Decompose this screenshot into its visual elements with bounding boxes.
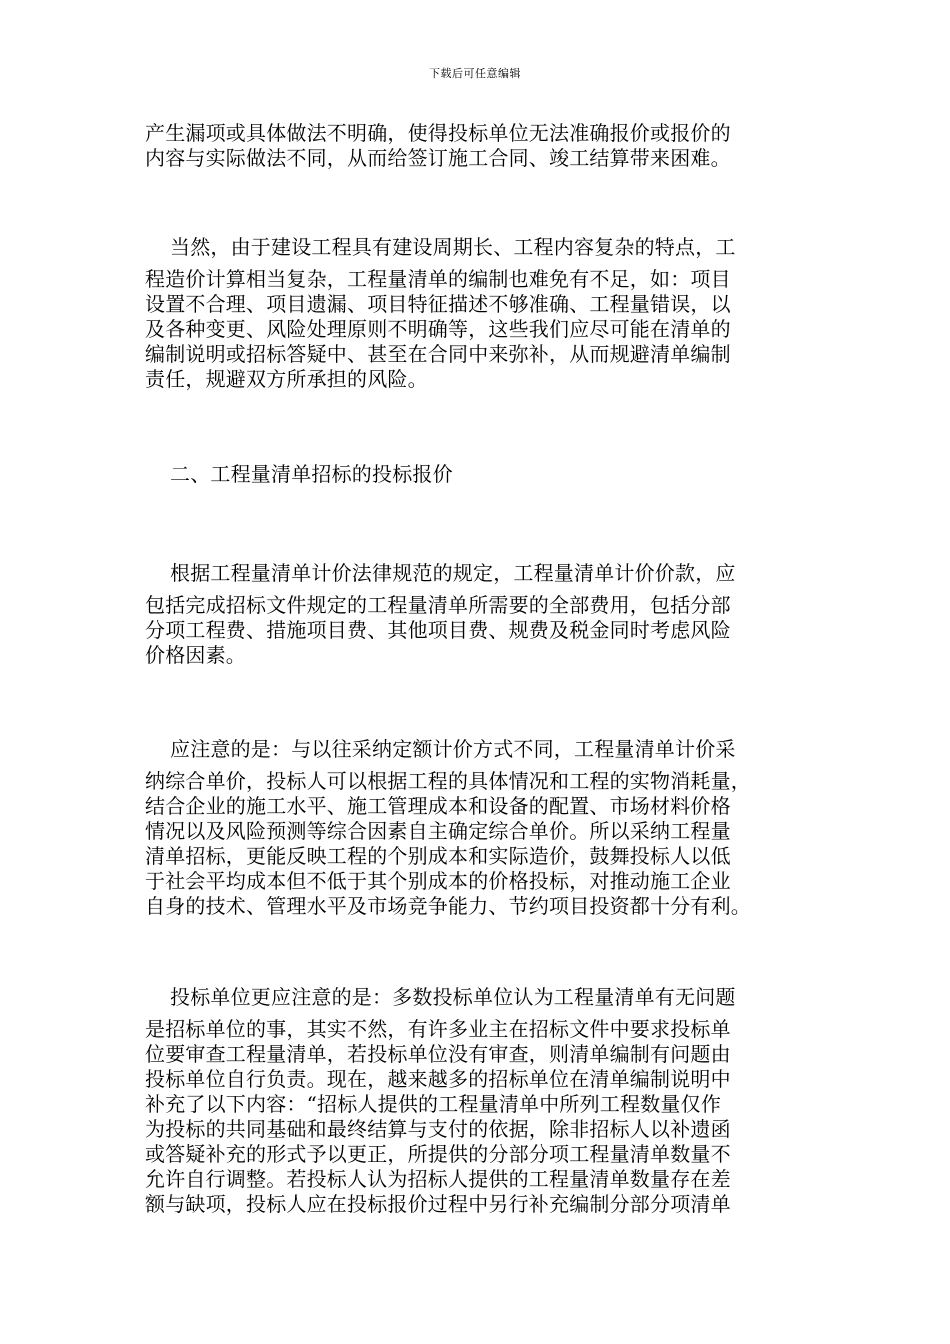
text-line: 情况以及风险预测等综合因素自主确定综合单价。所以采纳工程量: [145, 819, 731, 843]
text-line: 应注意的是：与以往采纳定额计价方式不同，工程量清单计价采: [170, 737, 736, 761]
text-line: 是招标单位的事，其实不然，有许多业主在招标文件中要求投标单: [145, 1017, 731, 1041]
text-line: 自身的技术、管理水平及市场竞争能力、节约项目投资都十分有利。: [145, 894, 751, 918]
text-line: 程造价计算相当复杂，工程量清单的编制也难免有不足，如：项目: [145, 267, 731, 291]
text-line: 价格因素。: [145, 643, 246, 667]
paragraph-pricing-rules: [145, 561, 805, 668]
text-line: 于社会平均成本但不低于其个别成本的价格投标，对推动施工企业: [145, 869, 731, 893]
text-line: 编制说明或招标答疑中、甚至在合同中来弥补，从而规避清单编制: [145, 342, 731, 366]
text-line: 根据工程量清单计价法律规范的规定，工程量清单计价价款，应: [170, 561, 736, 585]
text-line: 投标单位更应注意的是：多数投标单位认为工程量清单有无问题: [170, 985, 736, 1009]
text-line: 产生漏项或具体做法不明确，使得投标单位无法准确报价或报价的: [145, 121, 731, 145]
paragraph-continuation: [145, 121, 805, 171]
paragraph-complexity: [145, 235, 805, 392]
text-line: 纳综合单价，投标人可以根据工程的具体情况和工程的实物消耗量，: [145, 769, 751, 793]
text-line: 额与缺项，投标人应在投标报价过程中另行补充编制分部分项清单: [145, 1192, 731, 1216]
text-line: 或答疑补充的形式予以更正，所提供的分部分项工程量清单数量不: [145, 1142, 731, 1166]
text-line: 分项工程费、措施项目费、其他项目费、规费及税金同时考虑风险: [145, 618, 731, 642]
text-line: 补充了以下内容：“招标人提供的工程量清单中所列工程数量仅作: [145, 1092, 722, 1116]
text-line: 二、工程量清单招标的投标报价: [170, 462, 453, 486]
text-line: 投标单位自行负责。现在，越来越多的招标单位在清单编制说明中: [145, 1067, 731, 1091]
text-line: 内容与实际做法不同，从而给签订施工合同、竣工结算带来困难。: [145, 146, 731, 170]
paragraph-unit-price: [145, 737, 805, 919]
text-line: 责任，规避双方所承担的风险。: [145, 367, 428, 391]
text-line: 结合企业的施工水平、施工管理成本和设备的配置、市场材料价格: [145, 794, 731, 818]
section-heading: [145, 462, 805, 487]
text-line: 为投标的共同基础和最终结算与支付的依据，除非招标人以补遗函: [145, 1117, 731, 1141]
text-line: 设置不合理、项目遗漏、项目特征描述不够准确、工程量错误，以: [145, 292, 731, 316]
text-line: 位要审查工程量清单，若投标单位没有审查，则清单编制有问题由: [145, 1042, 731, 1066]
text-line: 允许自行调整。若投标人认为招标人提供的工程量清单数量存在差: [145, 1167, 731, 1191]
paragraph-bidder-notice: [145, 985, 805, 1217]
text-line: 当然，由于建设工程具有建设周期长、工程内容复杂的特点，工: [170, 235, 736, 259]
text-line: 及各种变更、风险处理原则不明确等，这些我们应尽可能在清单的: [145, 317, 731, 341]
page-header: 下载后可任意编辑: [429, 67, 521, 80]
text-line: 清单招标，更能反映工程的个别成本和实际造价，鼓舞投标人以低: [145, 844, 731, 868]
text-line: 包括完成招标文件规定的工程量清单所需要的全部费用，包括分部: [145, 593, 731, 617]
